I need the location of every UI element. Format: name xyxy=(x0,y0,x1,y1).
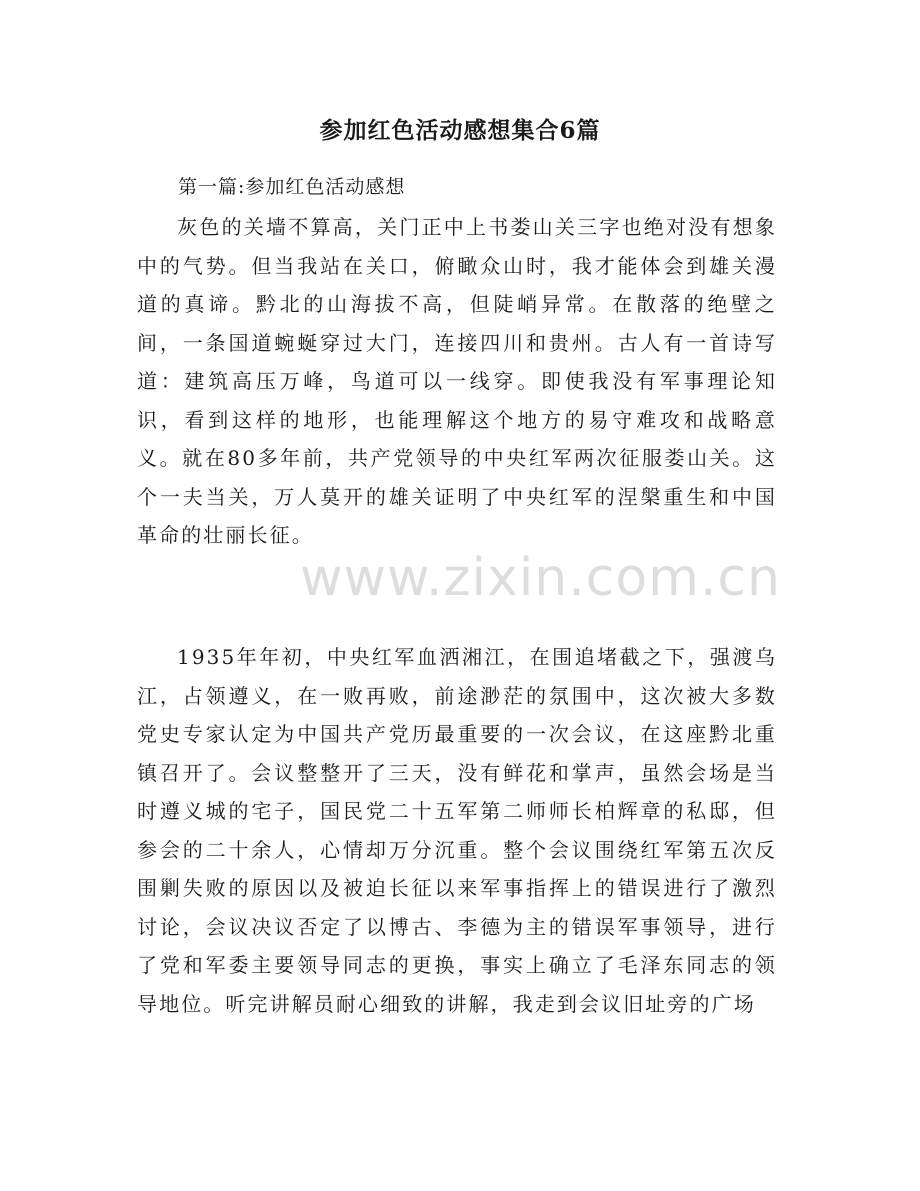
watermark: www.zixin.com.cn xyxy=(300,548,781,608)
section-heading: 第一篇:参加红色活动感想 xyxy=(178,176,406,198)
paragraph-text: 灰色的关墙不算高，关门正中上书娄山关三字也绝对没有想象中的气势。但当我站在关口，俯瞰众山时，我才能体会到雄关漫道的真谛。黔北的山海拔不高，但陡峭异常。在散落的绝壁之间，一条国道蜿蜒穿过大门，连接四川和贵州。古人有一首诗写道：建筑高压万峰，鸟道可以一线穿。即使我没有军事理论知识，看到这样的地形，也能理解这个地方的易守难攻和战略意义。就在80多年前，共产党领导的中央红军两次征服娄山关。这个一夫当关，万人莫开的雄关证明了中央红军的涅槃重生和中国革命的壮丽长征。 xyxy=(137,215,777,547)
body-paragraph-1 xyxy=(137,208,777,555)
paragraph-text: 1935年年初，中央红军血洒湘江，在围追堵截之下，强渡乌江，占领遵义，在一败再败，前途渺茫的氛围中，这次被大多数党史专家认定为中国共产党历最重要的一次会议，在这座黔北重镇召开了。会议整整开了三天，没有鲜花和掌声，虽然会场是当时遵义城的宅子，国民党二十五军第二师师长柏辉章的私邸，但参会的二十余人，心情却万分沉重。整个会议围绕红军第五次反围剿失败的原因以及被迫长征以来军事指挥上的错误进行了激烈讨论，会议决议否定了以博古、李德为主的错误军事领导，进行了党和军委主要领导同志的更换，事实上确立了毛泽东同志的领导地位。听完讲解员耐心细致的讲解，我走到会议旧址旁的广场 xyxy=(137,645,777,1016)
body-paragraph-2 xyxy=(137,638,777,1023)
document-title: 参加红色活动感想集合6篇 xyxy=(319,117,601,144)
